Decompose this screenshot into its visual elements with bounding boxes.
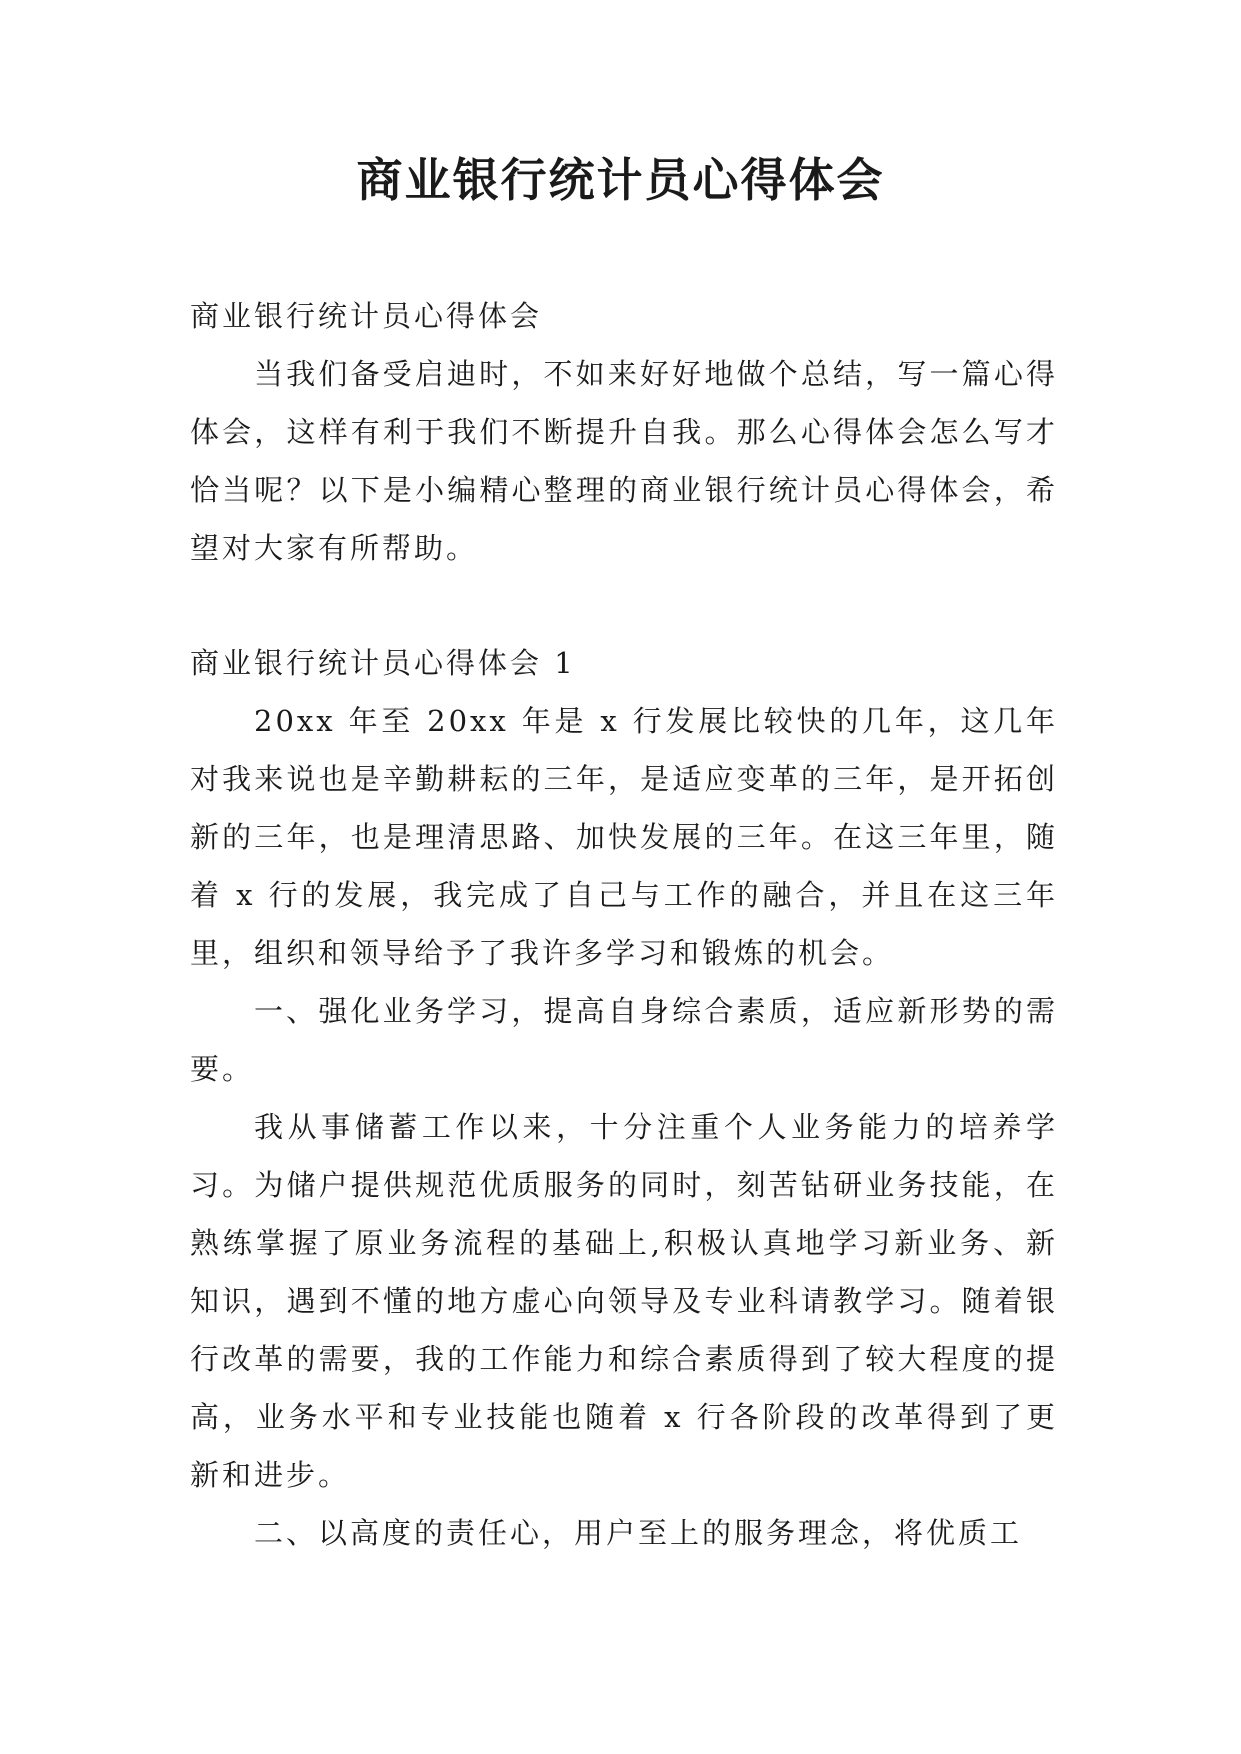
paragraph: 我从事储蓄工作以来，十分注重个人业务能力的培养学习。为储户提供规范优质服务的同时，刻苦钻研业务技能，在熟练掌握了原业务流程的基础上,积极认真地学习新业务、新知识，遇到不懂的地方虚心向领导及专业科请教学习。随着银行改革的需要，我的工作能力和综合素质得到了较大程度的提高，业务水平和专业技能也随着 x 行各阶段的改革得到了更新和进步。 — [190, 1110, 1058, 1492]
section-heading: 商业银行统计员心得体会 1 — [190, 646, 576, 680]
intro-paragraph: 当我们备受启迪时，不如来好好地做个总结，写一篇心得体会，这样有利于我们不断提升自我。那么心得体会怎么写才恰当呢？以下是小编精心整理的商业银行统计员心得体会，希望对大家有所帮助。 — [190, 357, 1058, 565]
paragraph: 20xx 年至 20xx 年是 x 行发展比较快的几年，这几年对我来说也是辛勤耕耘的三年，是适应变革的三年，是开拓创新的三年，也是理清思路、加快发展的三年。在这三年里，随着 x 行的发展，我完成了自己与工作的融合，并且在这三年里，组织和领导给予了我许多学习和锻炼的机会。 — [190, 704, 1058, 970]
intro-heading: 商业银行统计员心得体会 — [190, 299, 543, 333]
paragraph: 二、以高度的责任心，用户至上的服务理念，将优质工 — [254, 1516, 1023, 1550]
paragraph: 一、强化业务学习，提高自身综合素质，适应新形势的需要。 — [190, 994, 1058, 1086]
document-title: 商业银行统计员心得体会 — [356, 153, 885, 207]
